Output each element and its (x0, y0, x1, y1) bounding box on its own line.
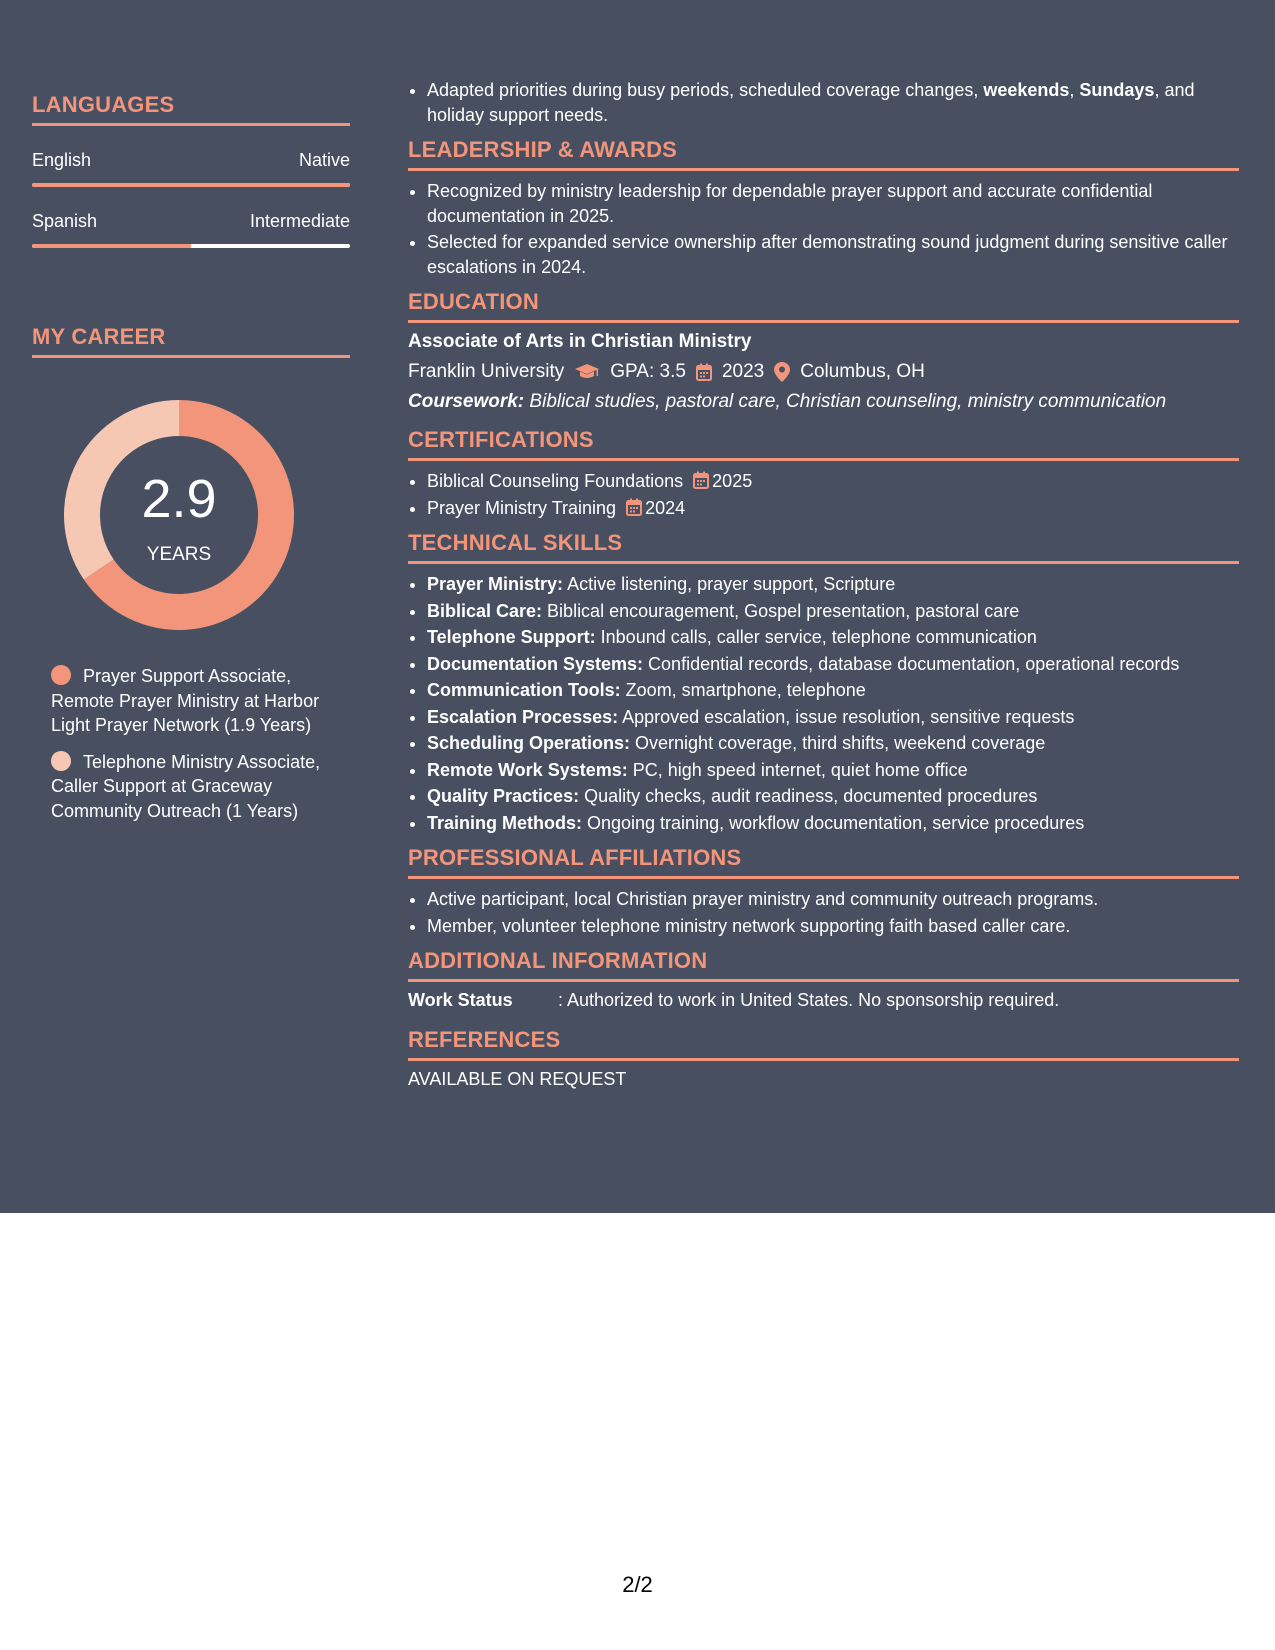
page-number: 2/2 (622, 1572, 653, 1597)
leadership-title: LEADERSHIP & AWARDS (408, 137, 1239, 171)
skill-item: • Prayer Ministry: Active listening, prayer support, Scripture (427, 572, 1239, 597)
languages-title: LANGUAGES (32, 92, 350, 126)
skill-item: • Quality Practices: Quality checks, audit readiness, documented procedures (427, 784, 1239, 809)
graduation-cap-icon (574, 363, 600, 381)
affiliations-section (408, 845, 1239, 938)
skill-item: • Scheduling Operations: Overnight coverage, third shifts, weekend coverage (427, 731, 1239, 756)
career-legend-item (51, 750, 331, 824)
education-gpa: GPA: 3.5 (610, 361, 686, 382)
calendar-icon (696, 363, 712, 381)
language-item (32, 150, 350, 187)
work-status-value: : Authorized to work in United States. No sponsorship required. (558, 990, 1060, 1010)
language-name: Spanish (32, 211, 98, 231)
education-details (408, 361, 1239, 383)
language-level: Native (298, 150, 350, 170)
skill-item: • Telephone Support: Inbound calls, caller service, telephone communication (427, 625, 1239, 650)
legend-dot-icon (51, 751, 71, 771)
certifications-section (408, 427, 1239, 520)
career-legend (51, 664, 331, 823)
skill-item: • Escalation Processes: Approved escalation, issue resolution, sensitive requests (427, 705, 1239, 730)
education-school: Franklin University (408, 361, 565, 382)
additional-title: ADDITIONAL INFORMATION (408, 948, 1239, 982)
work-status-label: Work Status (408, 990, 513, 1010)
leadership-section (408, 137, 1239, 279)
education-year: 2023 (721, 361, 765, 382)
education-location: Columbus, OH (800, 361, 925, 382)
education-coursework: Coursework: Biblical studies, pastoral care, Christian counseling, ministry communication (408, 391, 1167, 412)
main-column (408, 78, 1239, 1090)
career-job-text: Telephone Ministry Associate, Caller Support at Graceway Community Outreach (1 Years) (51, 751, 321, 821)
career-total-unit: YEARS (146, 544, 212, 565)
certification-item: • Biblical Counseling Foundations 2025 (427, 469, 1239, 494)
skill-item: • Communication Tools: Zoom, smartphone, telephone (427, 678, 1239, 703)
leadership-item: • Selected for expanded service ownership after demonstrating sound judgment during sensitive caller escalations in 2024. (427, 230, 1239, 279)
experience-bullets (408, 78, 1239, 127)
leadership-item: • Recognized by ministry leadership for dependable prayer support and accurate confidential documentation in 2025. (427, 179, 1239, 228)
skill-item: • Training Methods: Ongoing training, workflow documentation, service procedures (427, 811, 1239, 836)
calendar-icon (693, 471, 709, 489)
calendar-icon (626, 498, 642, 516)
affiliation-item: • Member, volunteer telephone ministry network supporting faith based caller care. (427, 914, 1239, 939)
legend-dot-icon (51, 665, 71, 685)
language-item (32, 211, 350, 248)
language-proficiency-fill (32, 183, 350, 187)
skills-title: TECHNICAL SKILLS (408, 530, 1239, 564)
career-legend-item (51, 664, 331, 738)
language-proficiency-bar (32, 183, 350, 187)
education-section (408, 289, 1239, 413)
skill-item: • Remote Work Systems: PC, high speed internet, quiet home office (427, 758, 1239, 783)
certifications-title: CERTIFICATIONS (408, 427, 1239, 461)
sidebar (32, 92, 350, 835)
education-degree: Associate of Arts in Christian Ministry (408, 331, 752, 352)
certification-item: • Prayer Ministry Training 2024 (427, 496, 1239, 521)
language-level: Intermediate (249, 211, 350, 231)
language-proficiency-fill (32, 244, 191, 248)
career-total-years: 2.9 (141, 469, 217, 529)
skill-item: • Biblical Care: Biblical encouragement, Gospel presentation, pastoral care (427, 599, 1239, 624)
additional-section (408, 948, 1239, 1011)
language-proficiency-bar (32, 244, 350, 248)
career-donut-chart (64, 400, 294, 630)
education-title: EDUCATION (408, 289, 1239, 323)
affiliations-title: PROFESSIONAL AFFILIATIONS (408, 845, 1239, 879)
references-title: REFERENCES (408, 1027, 1239, 1061)
references-section (408, 1027, 1239, 1090)
skill-item: • Documentation Systems: Confidential records, database documentation, operational records (427, 652, 1239, 677)
skills-section (408, 530, 1239, 835)
location-pin-icon (774, 362, 790, 382)
experience-bullet: • Adapted priorities during busy periods, scheduled coverage changes, weekends, Sundays, and holiday support needs. (427, 78, 1239, 127)
work-status (408, 990, 1239, 1011)
career-title: MY CAREER (32, 324, 350, 358)
references-text: AVAILABLE ON REQUEST (408, 1069, 627, 1089)
language-name: English (32, 150, 92, 170)
career-job-text: Prayer Support Associate, Remote Prayer Ministry at Harbor Light Prayer Network (1.9 Years) (51, 666, 320, 735)
affiliation-item: • Active participant, local Christian prayer ministry and community outreach programs. (427, 887, 1239, 912)
